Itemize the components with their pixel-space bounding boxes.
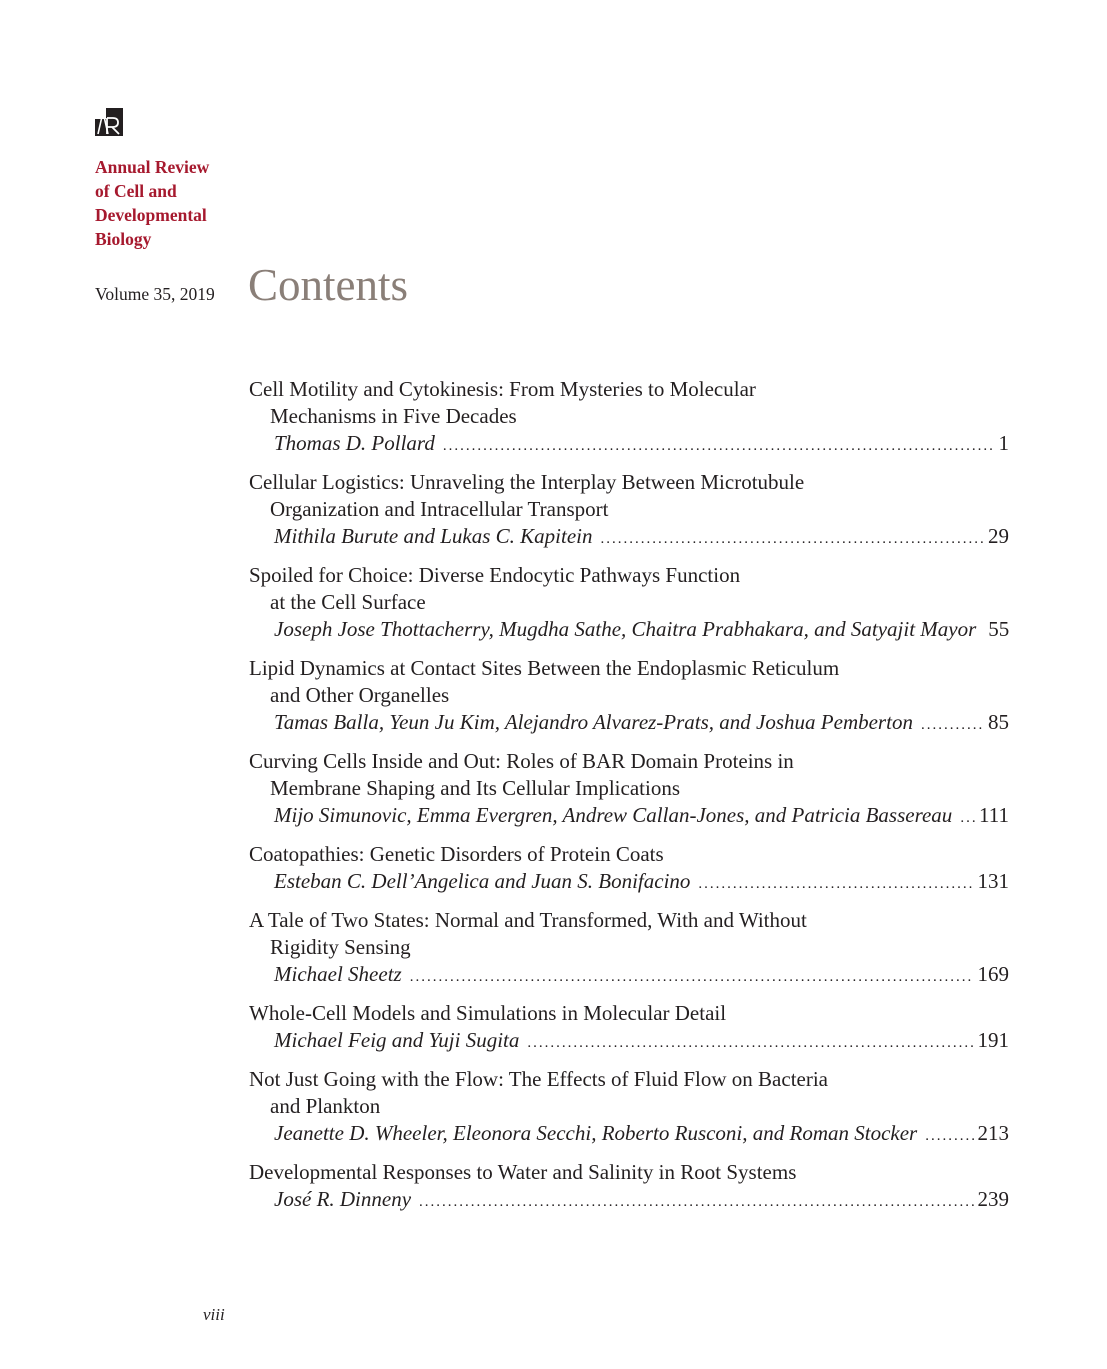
article-title <box>249 376 1009 430</box>
article-authors: José R. Dinneny <box>274 1187 412 1211</box>
journal-name-line: Biology <box>95 229 152 249</box>
article-byline <box>249 1027 1009 1054</box>
toc-entry[interactable] <box>249 655 1009 736</box>
page-folio: viii <box>203 1305 225 1324</box>
article-authors: Michael Sheetz <box>274 962 402 986</box>
article-title <box>249 841 1009 868</box>
page-title: Contents <box>248 260 409 310</box>
article-title-line: Cellular Logistics: Unraveling the Interplay Between Microtubule <box>249 470 805 494</box>
journal-name <box>95 155 235 251</box>
article-title-line: Developmental Responses to Water and Salinity in Root Systems <box>249 1160 797 1184</box>
annual-reviews-logo-icon <box>95 108 123 136</box>
article-title <box>249 748 1009 802</box>
toc-entry[interactable] <box>249 1000 1009 1054</box>
dot-leader <box>921 709 984 736</box>
toc-entry[interactable] <box>249 562 1009 643</box>
article-title-line: Coatopathies: Genetic Disorders of Protein Coats <box>249 842 664 866</box>
article-title-line: and Plankton <box>270 1094 381 1118</box>
article-byline <box>249 961 1009 988</box>
article-title-line: Not Just Going with the Flow: The Effects of Fluid Flow on Bacteria <box>249 1067 829 1091</box>
dot-leader <box>443 430 995 457</box>
article-title <box>249 1000 1009 1027</box>
article-title <box>249 469 1009 523</box>
dot-leader <box>960 802 975 829</box>
dot-leader <box>527 1027 973 1054</box>
article-title-line: A Tale of Two States: Normal and Transformed, With and Without <box>249 908 807 932</box>
article-authors: Mijo Simunovic, Emma Evergren, Andrew Callan-Jones, and Patricia Bassereau <box>274 803 953 827</box>
article-authors: Mithila Burute and Lukas C. Kapitein <box>274 524 593 548</box>
article-authors: Esteban C. Dell’Angelica and Juan S. Bonifacino <box>274 869 691 893</box>
article-title-line: Organization and Intracellular Transport <box>270 497 609 521</box>
article-title <box>249 655 1009 709</box>
journal-name-line: of Cell and <box>95 181 177 201</box>
toc-entry[interactable] <box>249 841 1009 895</box>
table-of-contents <box>249 376 1009 1225</box>
article-byline <box>249 523 1009 550</box>
article-page-number[interactable]: 1 <box>998 431 1009 455</box>
toc-entry[interactable] <box>249 1066 1009 1147</box>
article-title <box>249 562 1009 616</box>
article-title-line: Spoiled for Choice: Diverse Endocytic Pathways Function <box>249 563 741 587</box>
article-title-line: and Other Organelles <box>270 683 450 707</box>
article-page-number[interactable]: 111 <box>979 803 1009 827</box>
article-title <box>249 1066 1009 1120</box>
article-byline <box>249 616 1009 643</box>
article-authors: Tamas Balla, Yeun Ju Kim, Alejandro Alvarez-Prats, and Joshua Pemberton <box>274 710 913 734</box>
toc-entry[interactable] <box>249 748 1009 829</box>
toc-entry[interactable] <box>249 469 1009 550</box>
article-page-number[interactable]: 55 <box>988 617 1010 641</box>
article-authors: Jeanette D. Wheeler, Eleonora Secchi, Roberto Rusconi, and Roman Stocker <box>274 1121 918 1145</box>
article-byline <box>249 430 1009 457</box>
article-title-line: Cell Motility and Cytokinesis: From Mysteries to Molecular <box>249 377 756 401</box>
article-page-number[interactable]: 239 <box>977 1187 1009 1211</box>
dot-leader <box>925 1120 973 1147</box>
journal-name-line: Annual Review <box>95 157 210 177</box>
dot-leader <box>601 523 985 550</box>
article-title <box>249 1159 1009 1186</box>
dot-leader <box>698 868 973 895</box>
article-title-line: Whole-Cell Models and Simulations in Molecular Detail <box>249 1001 727 1025</box>
article-byline <box>249 1120 1009 1147</box>
article-title-line: Curving Cells Inside and Out: Roles of BAR Domain Proteins in <box>249 749 794 773</box>
article-authors: Michael Feig and Yuji Sugita <box>274 1028 520 1052</box>
article-title <box>249 907 1009 961</box>
journal-name-line: Developmental <box>95 205 207 225</box>
volume-label: Volume 35, 2019 <box>95 284 215 304</box>
article-title-line: at the Cell Surface <box>270 590 426 614</box>
article-byline <box>249 1186 1009 1213</box>
article-title-line: Lipid Dynamics at Contact Sites Between the Endoplasmic Reticulum <box>249 656 840 680</box>
article-authors: Thomas D. Pollard <box>274 431 435 455</box>
article-page-number[interactable]: 169 <box>977 962 1009 986</box>
dot-leader <box>419 1186 973 1213</box>
article-page-number[interactable]: 29 <box>988 524 1009 548</box>
dot-leader <box>410 961 974 988</box>
article-title-line: Mechanisms in Five Decades <box>270 404 517 428</box>
article-byline <box>249 868 1009 895</box>
article-byline <box>249 802 1009 829</box>
toc-entry[interactable] <box>249 376 1009 457</box>
toc-entry[interactable] <box>249 907 1009 988</box>
toc-entry[interactable] <box>249 1159 1009 1213</box>
article-byline <box>249 709 1009 736</box>
article-page-number[interactable]: 191 <box>977 1028 1009 1052</box>
article-page-number[interactable]: 213 <box>977 1121 1009 1145</box>
article-page-number[interactable]: 131 <box>977 869 1009 893</box>
article-title-line: Membrane Shaping and Its Cellular Implications <box>270 776 680 800</box>
article-page-number[interactable]: 85 <box>988 710 1009 734</box>
article-title-line: Rigidity Sensing <box>270 935 411 959</box>
article-authors: Joseph Jose Thottacherry, Mugdha Sathe, Chaitra Prabhakara, and Satyajit Mayor <box>274 617 977 641</box>
